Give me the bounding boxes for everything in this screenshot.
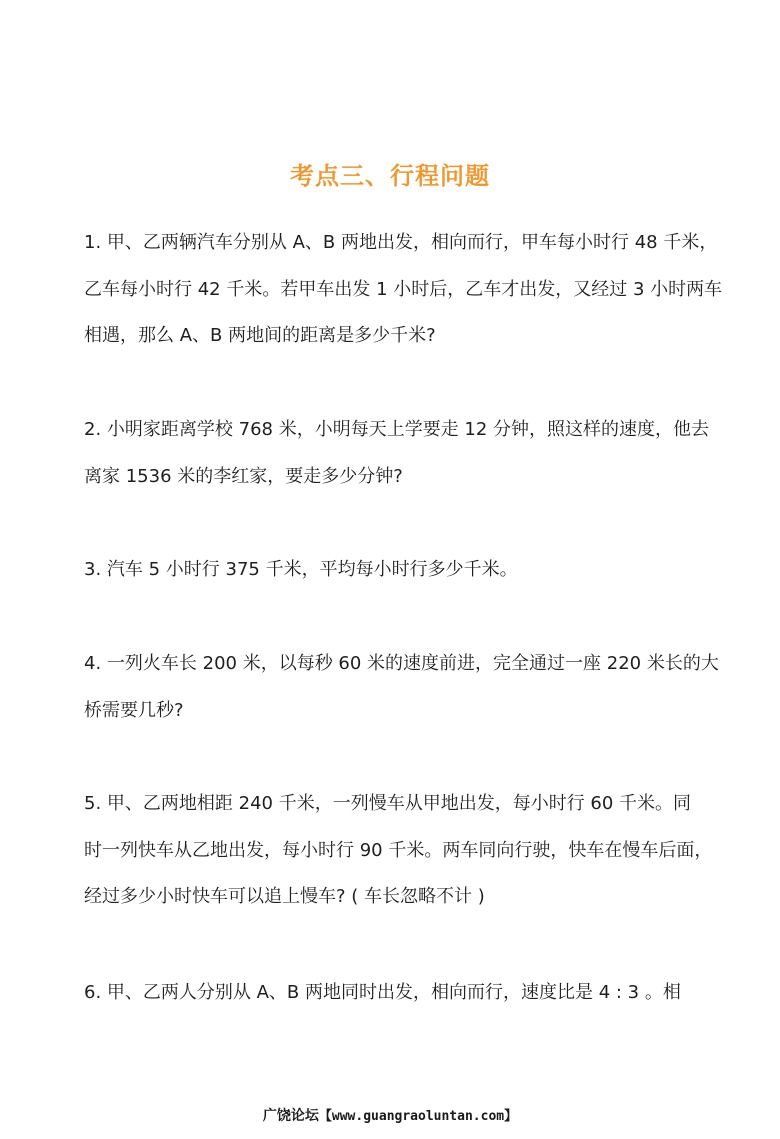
footer (0, 1105, 780, 1125)
problem-line: 桥需要几秒? (84, 699, 184, 721)
problem-line: 4. 一列火车长 200 米，以每秒 60 米的速度前进，完全通过一座 220 米长的大 (84, 653, 719, 674)
problem-6 (84, 970, 714, 1017)
problem-4 (84, 641, 719, 734)
problem-line: 6. 甲、乙两人分别从 A、B 两地同时出发，相向而行，速度比是 4 : 3 。相 (84, 982, 681, 1003)
problem-3 (84, 547, 714, 594)
problem-line: 5. 甲、乙两地相距 240 千米，一列慢车从甲地出发，每小时行 60 千米。同 (84, 793, 692, 814)
problem-5 (84, 781, 714, 921)
problem-1 (84, 220, 723, 360)
problem-line: 3. 汽车 5 小时行 375 千米，平均每小时行多少千米。 (84, 559, 518, 580)
problem-line: 离家 1536 米的李红家，要走多少分钟? (84, 465, 403, 487)
page-title: 考点三、行程问题 (290, 162, 490, 190)
footer-url[interactable]: 【www.guangraoluntan.com】 (318, 1109, 518, 1124)
problem-line: 2. 小明家距离学校 768 米，小明每天上学要走 12 分钟，照这样的速度，他去 (84, 419, 710, 440)
problem-line: 经过多少小时快车可以追上慢车? ( 车长忽略不计 ) (84, 886, 485, 907)
footer-site-name: 广饶论坛 (262, 1108, 319, 1124)
problem-line: 1. 甲、乙两辆汽车分别从 A、B 两地出发，相向而行，甲车每小时行 48 千米， (84, 232, 718, 253)
problem-line: 相遇，那么 A、B 两地间的距离是多少千米? (84, 325, 436, 346)
problem-line: 乙车每小时行 42 千米。若甲车出发 1 小时后，乙车才出发，又经过 3 小时两车 (84, 278, 723, 300)
problem-2 (84, 407, 714, 500)
problem-line: 时一列快车从乙地出发，每小时行 90 千米。两车同向行驶，快车在慢车后面， (84, 839, 713, 861)
